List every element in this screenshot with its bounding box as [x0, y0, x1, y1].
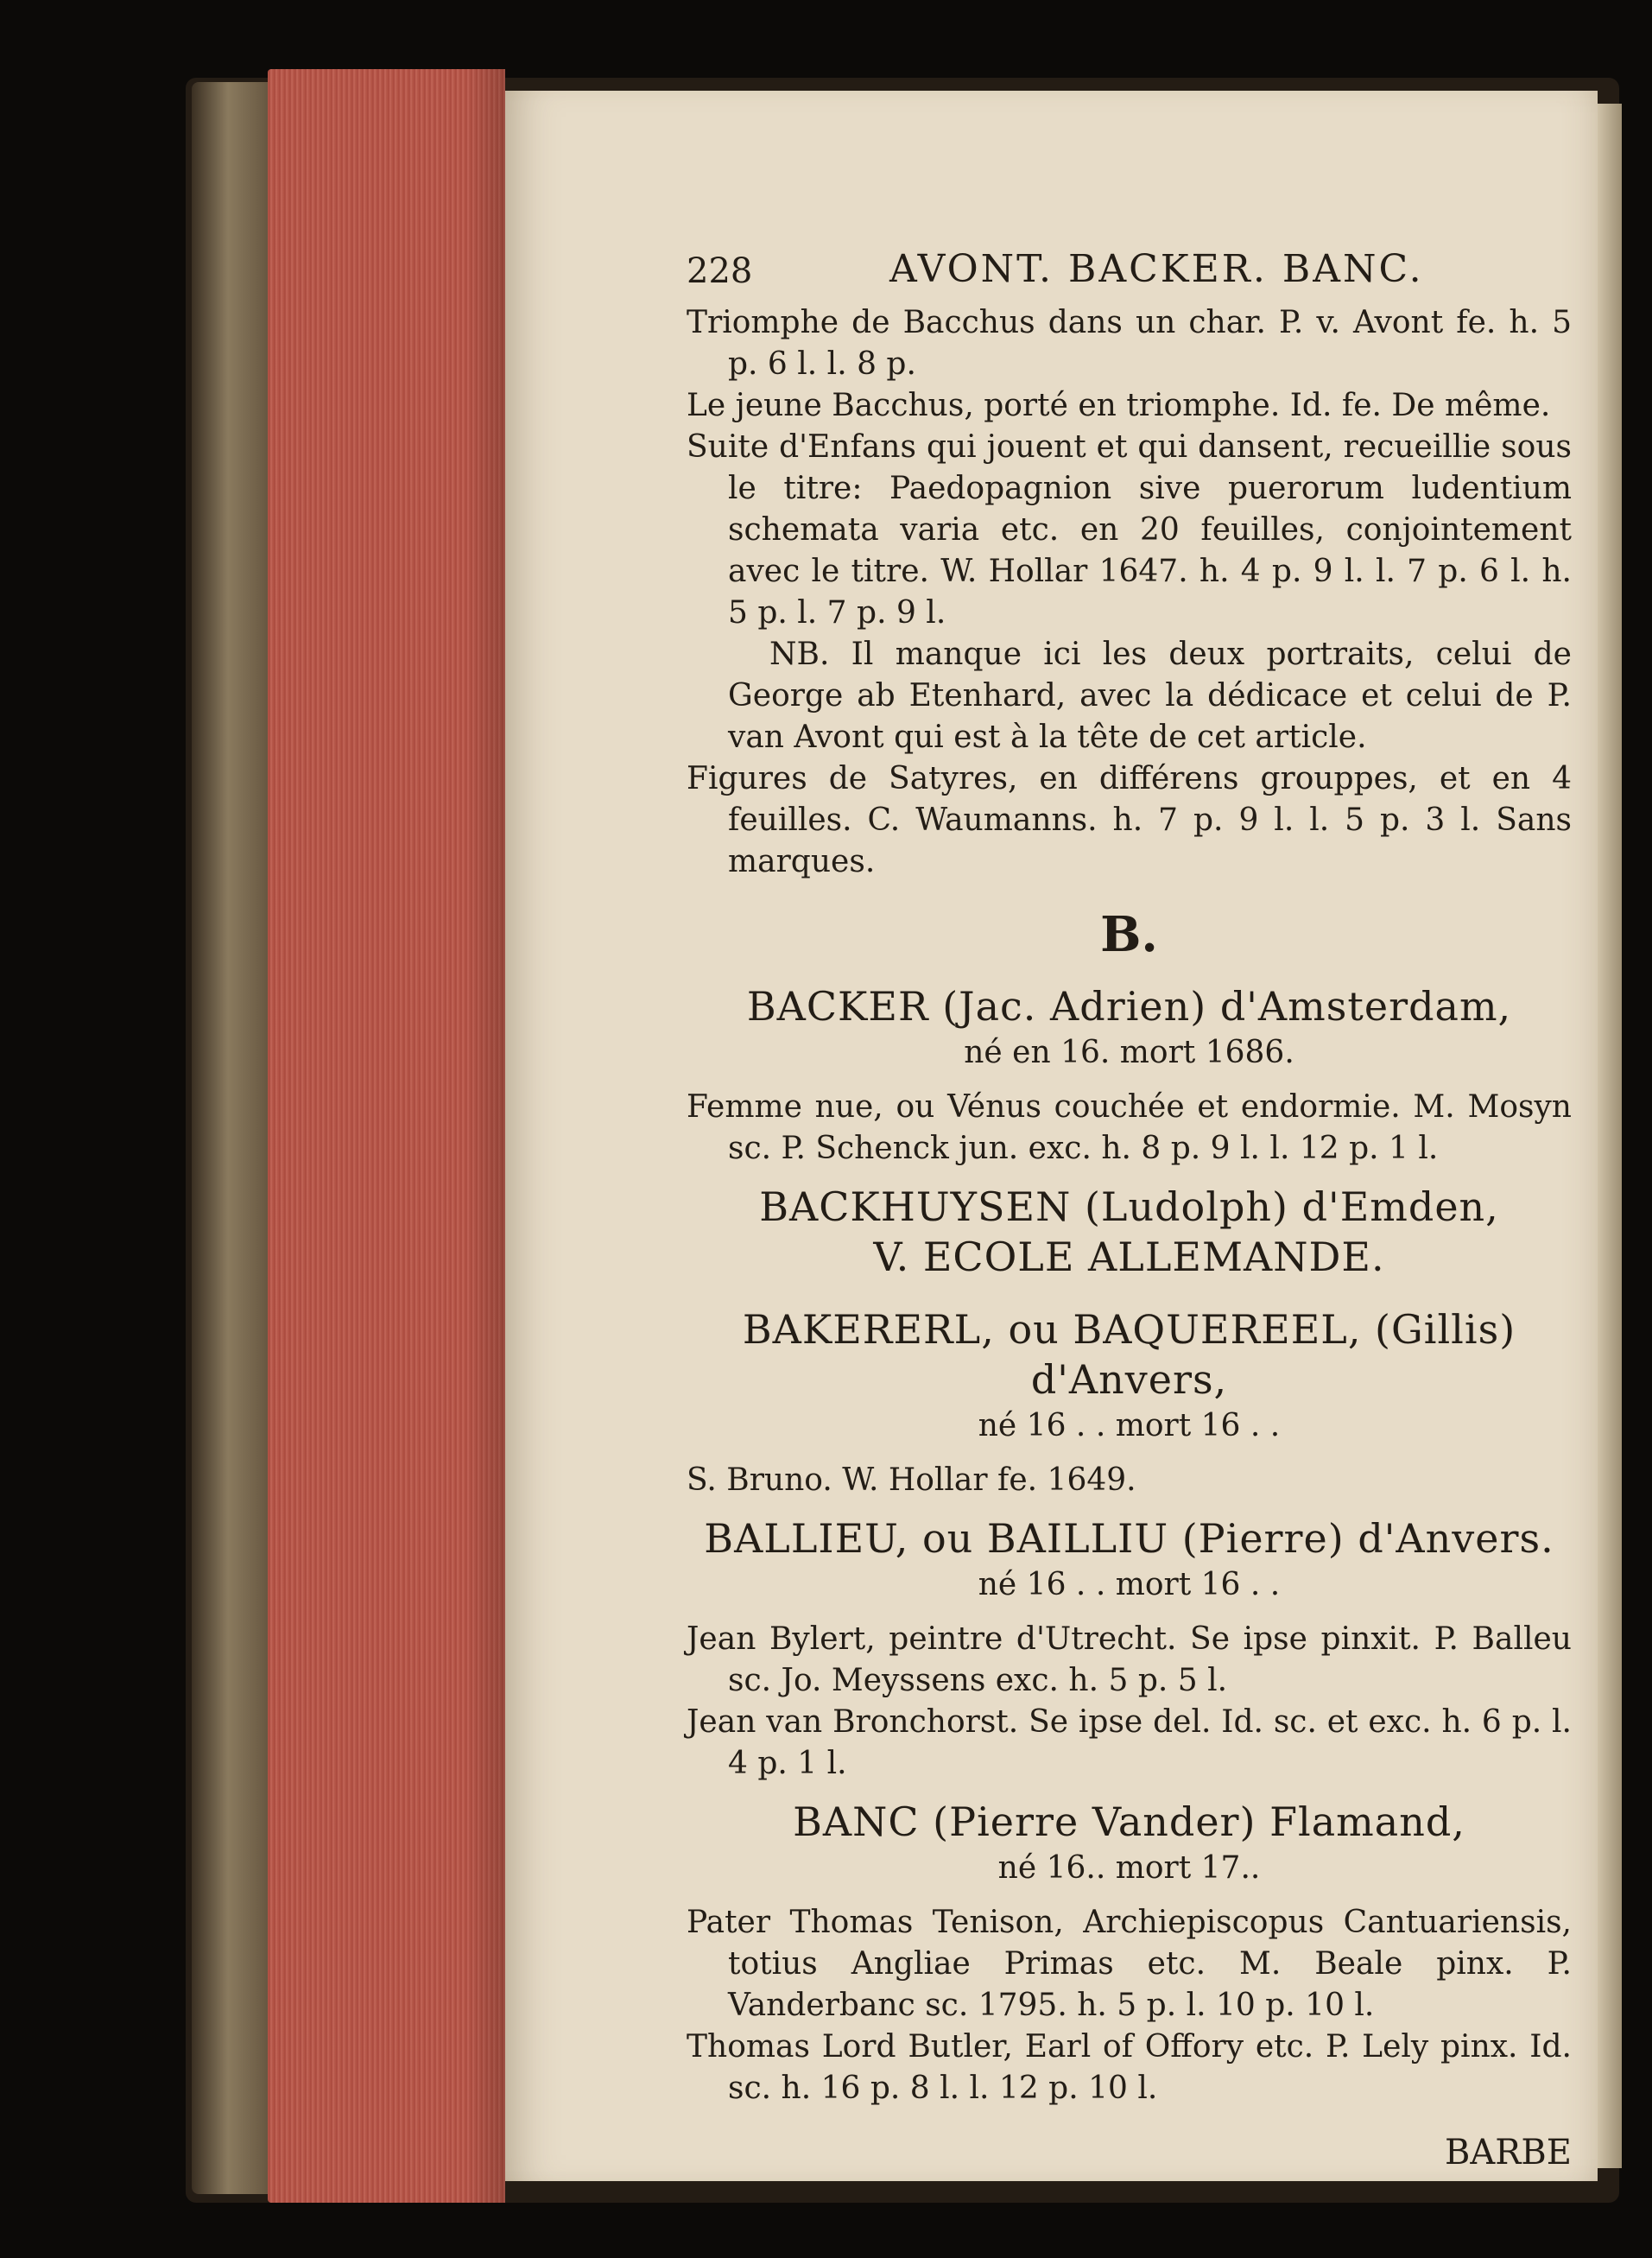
- entry: Jean van Bronchorst. Se ipse del. Id. sc. et exc. h. 6 p. l. 4 p. 1 l.: [687, 1704, 1572, 1781]
- cross-reference: V. ECOLE ALLEMANDE.: [873, 1234, 1385, 1280]
- entry: Thomas Lord Butler, Earl of Offory etc. P. Lely pinx. Id. sc. h. 16 p. 8 l. l. 12 p. 10 l.: [687, 2029, 1572, 2106]
- entry: Triomphe de Bacchus dans un char. P. v. Avont fe. h. 5 p. 6 l. l. 8 p.: [687, 305, 1572, 382]
- artist-dates: né en 16. mort 1686.: [964, 1035, 1294, 1070]
- entry: Pater Thomas Tenison, Archiepiscopus Cantuariensis, totius Angliae Primas etc. M. Beale pinx. P. Vanderbanc sc. 1795. h. 5 p. l. 10 p. 10 l.: [687, 1905, 1572, 2023]
- artist-dates: né 16 . . mort 16 . .: [978, 1408, 1281, 1443]
- entry: Suite d'Enfans qui jouent et qui dansent, recueillie sous le titre: Paedopagnion sive puerorum ludentium schemata varia etc. en 20 feuilles, conjointement avec le titre. W. Hollar 1647. h. 4 p. 9 l. l. 7 p. 6 l. h. 5 p. l. 7 p. 9 l.: [687, 429, 1572, 631]
- page-text: [687, 242, 1572, 2173]
- artist-heading: BANC (Pierre Vander) Flamand,: [793, 1798, 1465, 1845]
- page-edge-shading: [466, 69, 505, 2203]
- nb-note-text: NB. Il manque ici les deux portraits, celui de George ab Etenhard, avec la dédicace et celui de P. van Avont qui est à la tête de cet article.: [728, 637, 1572, 755]
- running-head: AVONT. BACKER. BANC.: [889, 247, 1424, 291]
- entry: S. Bruno. W. Hollar fe. 1649.: [687, 1462, 1136, 1498]
- entry: Jean Bylert, peintre d'Utrecht. Se ipse pinxit. P. Balleu sc. Jo. Meyssens exc. h. 5 p. 5 l.: [687, 1621, 1572, 1698]
- catchword: BARBE: [1445, 2133, 1572, 2172]
- entry: Femme nue, ou Vénus couchée et endormie. M. Mosyn sc. P. Schenck jun. exc. h. 8 p. 9 l. l. 12 p. 1 l.: [687, 1089, 1572, 1166]
- artist-heading: BACKER (Jac. Adrien) d'Amsterdam,: [746, 983, 1512, 1030]
- section-letter: B.: [1100, 906, 1158, 963]
- artist-dates: né 16.. mort 17..: [997, 1850, 1261, 1886]
- page-header: [687, 242, 1572, 302]
- artist-heading: BALLIEU, ou BAILLIU (Pierre) d'Anvers.: [704, 1515, 1554, 1562]
- artist-heading: BACKHUYSEN (Ludolph) d'Emden,: [759, 1183, 1499, 1230]
- artist-heading-cont: d'Anvers,: [1030, 1356, 1228, 1403]
- entry: Figures de Satyres, en différens grouppes, et en 4 feuilles. C. Waumanns. h. 7 p. 9 l. l. 5 p. 3 l. Sans marques.: [687, 761, 1572, 879]
- nb-note: [687, 634, 1572, 758]
- facing-page-edge: [1598, 104, 1622, 2168]
- artist-dates: né 16 . . mort 16 . .: [978, 1567, 1281, 1602]
- entry: Le jeune Bacchus, porté en triomphe. Id. fe. De même.: [687, 388, 1551, 423]
- artist-heading: BAKERERL, ou BAQUEREEL, (Gillis): [742, 1306, 1516, 1353]
- page-number: 228: [687, 251, 753, 291]
